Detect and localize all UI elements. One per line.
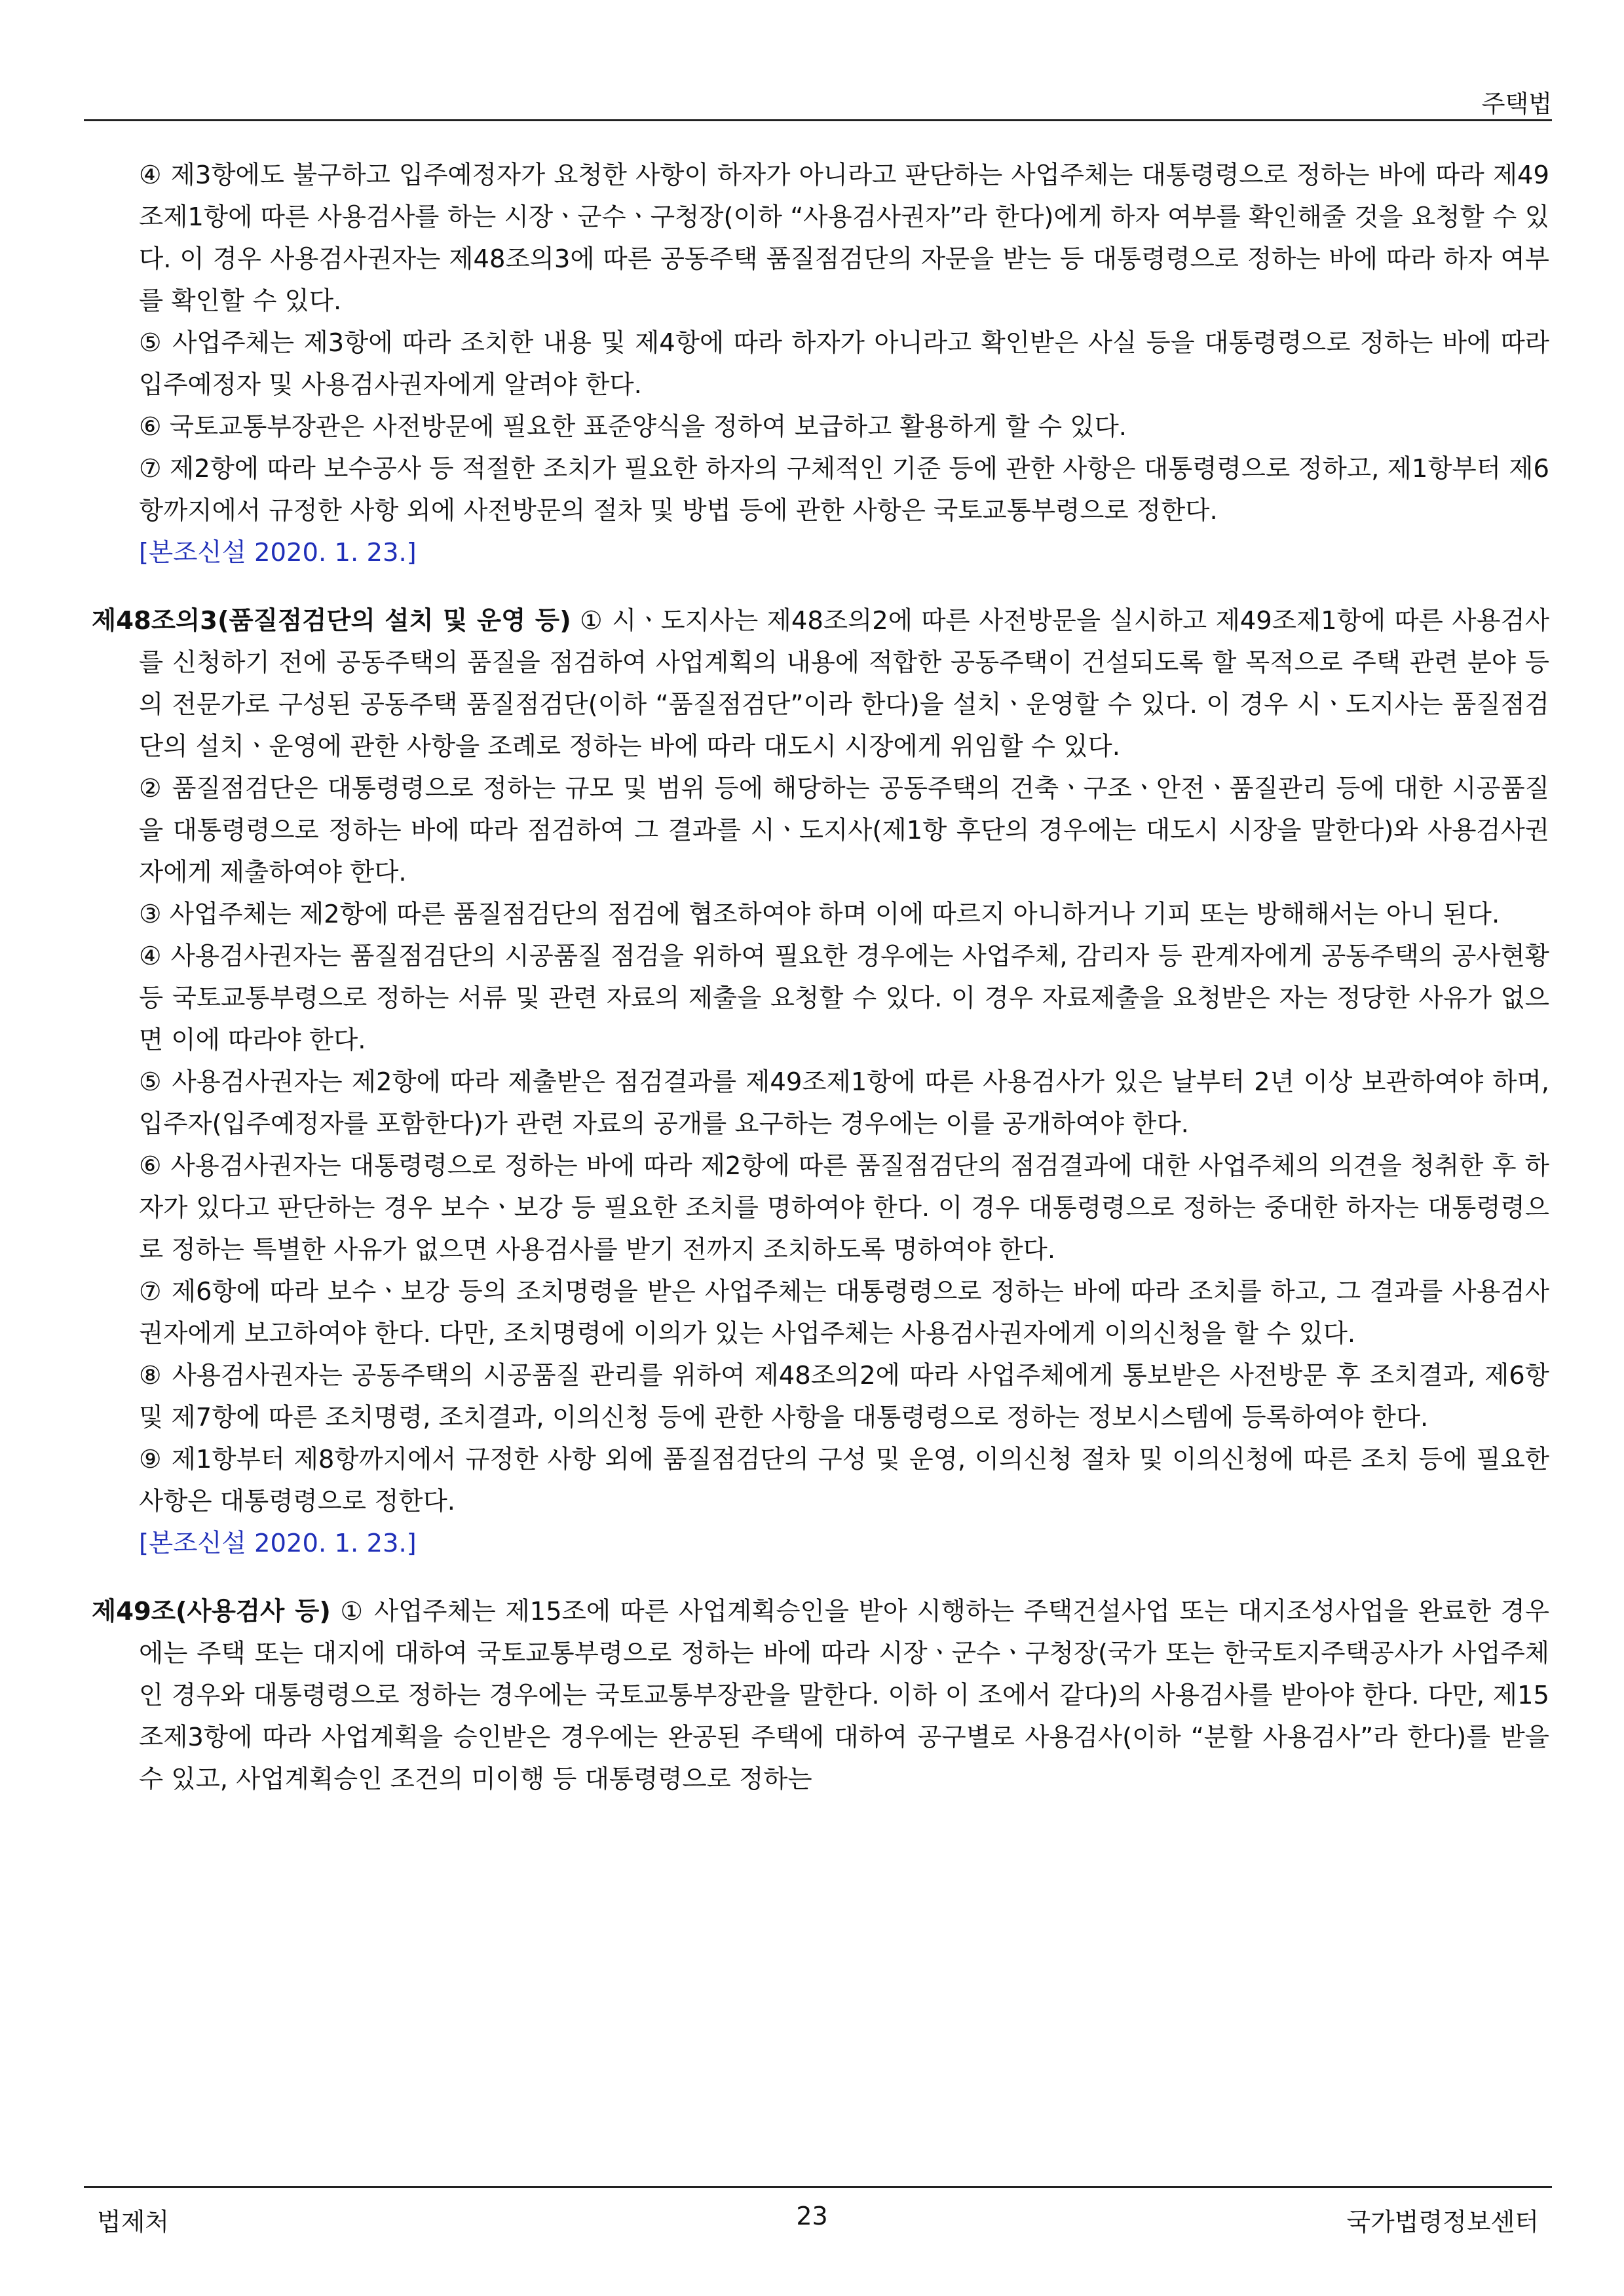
document-body [92, 155, 1549, 1801]
paragraph: ⑥ 사용검사권자는 대통령령으로 정하는 바에 따라 제2항에 따른 품질점검단의 점검결과에 대한 사업주체의 의견을 청취한 후 하자가 있다고 판단하는 경우 보수ㆍ보강 등 필요한 조치를 명하여야 한다. 이 경우 대통령령으로 정하는 중대한 하자는 대통령령으로 정하는 특별한 사유가 없으면 사용검사를 받기 전까지 조치하도록 명하여야 한다. [139, 1151, 1549, 1265]
article-text: ① 시ㆍ도지사는 제48조의2에 따른 사전방문을 실시하고 제49조제1항에 따른 사용검사를 신청하기 전에 공동주택의 품질을 점검하여 사업계획의 내용에 적합한 공동주택이 건설되도록 할 목적으로 주택 관련 분야 등의 전문가로 구성된 공동주택 품질점검단(이하 “품질점검단”이라 한다)을 설치ㆍ운영할 수 있다. 이 경우 시ㆍ도지사는 품질점검단의 설치ㆍ운영에 관한 사항을 조례로 정하는 바에 따라 대도시 시장에게 위임할 수 있다. [139, 606, 1549, 761]
paragraph: ⑥ 국토교통부장관은 사전방문에 필요한 표준양식을 정하여 보급하고 활용하게 할 수 있다. [139, 412, 1127, 442]
page-number: 23 [796, 2202, 828, 2230]
article-title: 제48조의3(품질점검단의 설치 및 운영 등) [92, 606, 571, 636]
footer-publisher: 법제처 [97, 2208, 170, 2236]
footer-source: 국가법령정보센터 [1346, 2208, 1539, 2236]
header-law-title: 주택법 [1481, 90, 1552, 118]
paragraph: ⑦ 제6항에 따라 보수ㆍ보강 등의 조치명령을 받은 사업주체는 대통령령으로 정하는 바에 따라 조치를 하고, 그 결과를 사용검사권자에게 보고하여야 한다. 다만, 조치명령에 이의가 있는 사업주체는 사용검사권자에게 이의신청을 할 수 있다. [139, 1277, 1549, 1349]
paragraph: ④ 사용검사권자는 품질점검단의 시공품질 점검을 위하여 필요한 경우에는 사업주체, 감리자 등 관계자에게 공동주택의 공사현황 등 국토교통부령으로 정하는 서류 및 관련 자료의 제출을 요청할 수 있다. 이 경우 자료제출을 요청받은 자는 정당한 사유가 없으면 이에 따라야 한다. [139, 942, 1549, 1055]
paragraph: ⑦ 제2항에 따라 보수공사 등 적절한 조치가 필요한 하자의 구체적인 기준 등에 관한 사항은 대통령령으로 정하고, 제1항부터 제6항까지에서 규정한 사항 외에 사전방문의 절차 및 방법 등에 관한 사항은 국토교통부령으로 정한다. [139, 454, 1549, 526]
article-48-3 [92, 600, 1549, 768]
header-rule [84, 119, 1552, 121]
paragraph: ④ 제3항에도 불구하고 입주예정자가 요청한 사항이 하자가 아니라고 판단하는 사업주체는 대통령령으로 정하는 바에 따라 제49조제1항에 따른 사용검사를 하는 시장ㆍ군수ㆍ구청장(이하 “사용검사권자”라 한다)에게 하자 여부를 확인해줄 것을 요청할 수 있다. 이 경우 사용검사권자는 제48조의3에 따른 공동주택 품질점검단의 자문을 받는 등 대통령령으로 정하는 바에 따라 하자 여부를 확인할 수 있다. [139, 161, 1549, 316]
amendment-note: [본조신설 2020. 1. 23.] [139, 1529, 417, 1558]
article-text: ① 사업주체는 제15조에 따른 사업계획승인을 받아 시행하는 주택건설사업 또는 대지조성사업을 완료한 경우에는 주택 또는 대지에 대하여 국토교통부령으로 정하는 바에 따라 시장ㆍ군수ㆍ구청장(국가 또는 한국토지주택공사가 사업주체인 경우와 대통령령으로 정하는 경우에는 국토교통부장관을 말한다. 이하 이 조에서 같다)의 사용검사를 받아야 한다. 다만, 제15조제3항에 따라 사업계획을 승인받은 경우에는 완공된 주택에 대하여 공구별로 사용검사(이하 “분할 사용검사”라 한다)를 받을 수 있고, 사업계획승인 조건의 미이행 등 대통령령으로 정하는 [139, 1597, 1550, 1794]
amendment-note: [본조신설 2020. 1. 23.] [139, 538, 417, 567]
paragraph: ⑤ 사용검사권자는 제2항에 따라 제출받은 점검결과를 제49조제1항에 따른 사용검사가 있은 날부터 2년 이상 보관하여야 하며, 입주자(입주예정자를 포함한다)가 관련 자료의 공개를 요구하는 경우에는 이를 공개하여야 한다. [139, 1067, 1549, 1139]
paragraph: ② 품질점검단은 대통령령으로 정하는 규모 및 범위 등에 해당하는 공동주택의 건축ㆍ구조ㆍ안전ㆍ품질관리 등에 대한 시공품질을 대통령령으로 정하는 바에 따라 점검하여 그 결과를 시ㆍ도지사(제1항 후단의 경우에는 대도시 시장을 말한다)와 사용검사권자에게 제출하여야 한다. [139, 774, 1549, 887]
article-49 [92, 1591, 1550, 1801]
paragraph: ⑧ 사용검사권자는 공동주택의 시공품질 관리를 위하여 제48조의2에 따라 사업주체에게 통보받은 사전방문 후 조치결과, 제6항 및 제7항에 따른 조치명령, 조치결과, 이의신청 등에 관한 사항을 대통령령으로 정하는 정보시스템에 등록하여야 한다. [139, 1361, 1549, 1432]
footer-rule [84, 2186, 1552, 2188]
paragraph: ③ 사업주체는 제2항에 따른 품질점검단의 점검에 협조하여야 하며 이에 따르지 아니하거나 기피 또는 방해해서는 아니 된다. [139, 900, 1500, 929]
paragraph: ⑨ 제1항부터 제8항까지에서 규정한 사항 외에 품질점검단의 구성 및 운영, 이의신청 절차 및 이의신청에 따른 조치 등에 필요한 사항은 대통령령으로 정한다. [139, 1445, 1549, 1516]
article-title: 제49조(사용검사 등) [92, 1597, 331, 1626]
paragraph: ⑤ 사업주체는 제3항에 따라 조치한 내용 및 제4항에 따라 하자가 아니라고 확인받은 사실 등을 대통령령으로 정하는 바에 따라 입주예정자 및 사용검사권자에게 알려야 한다. [139, 328, 1549, 400]
